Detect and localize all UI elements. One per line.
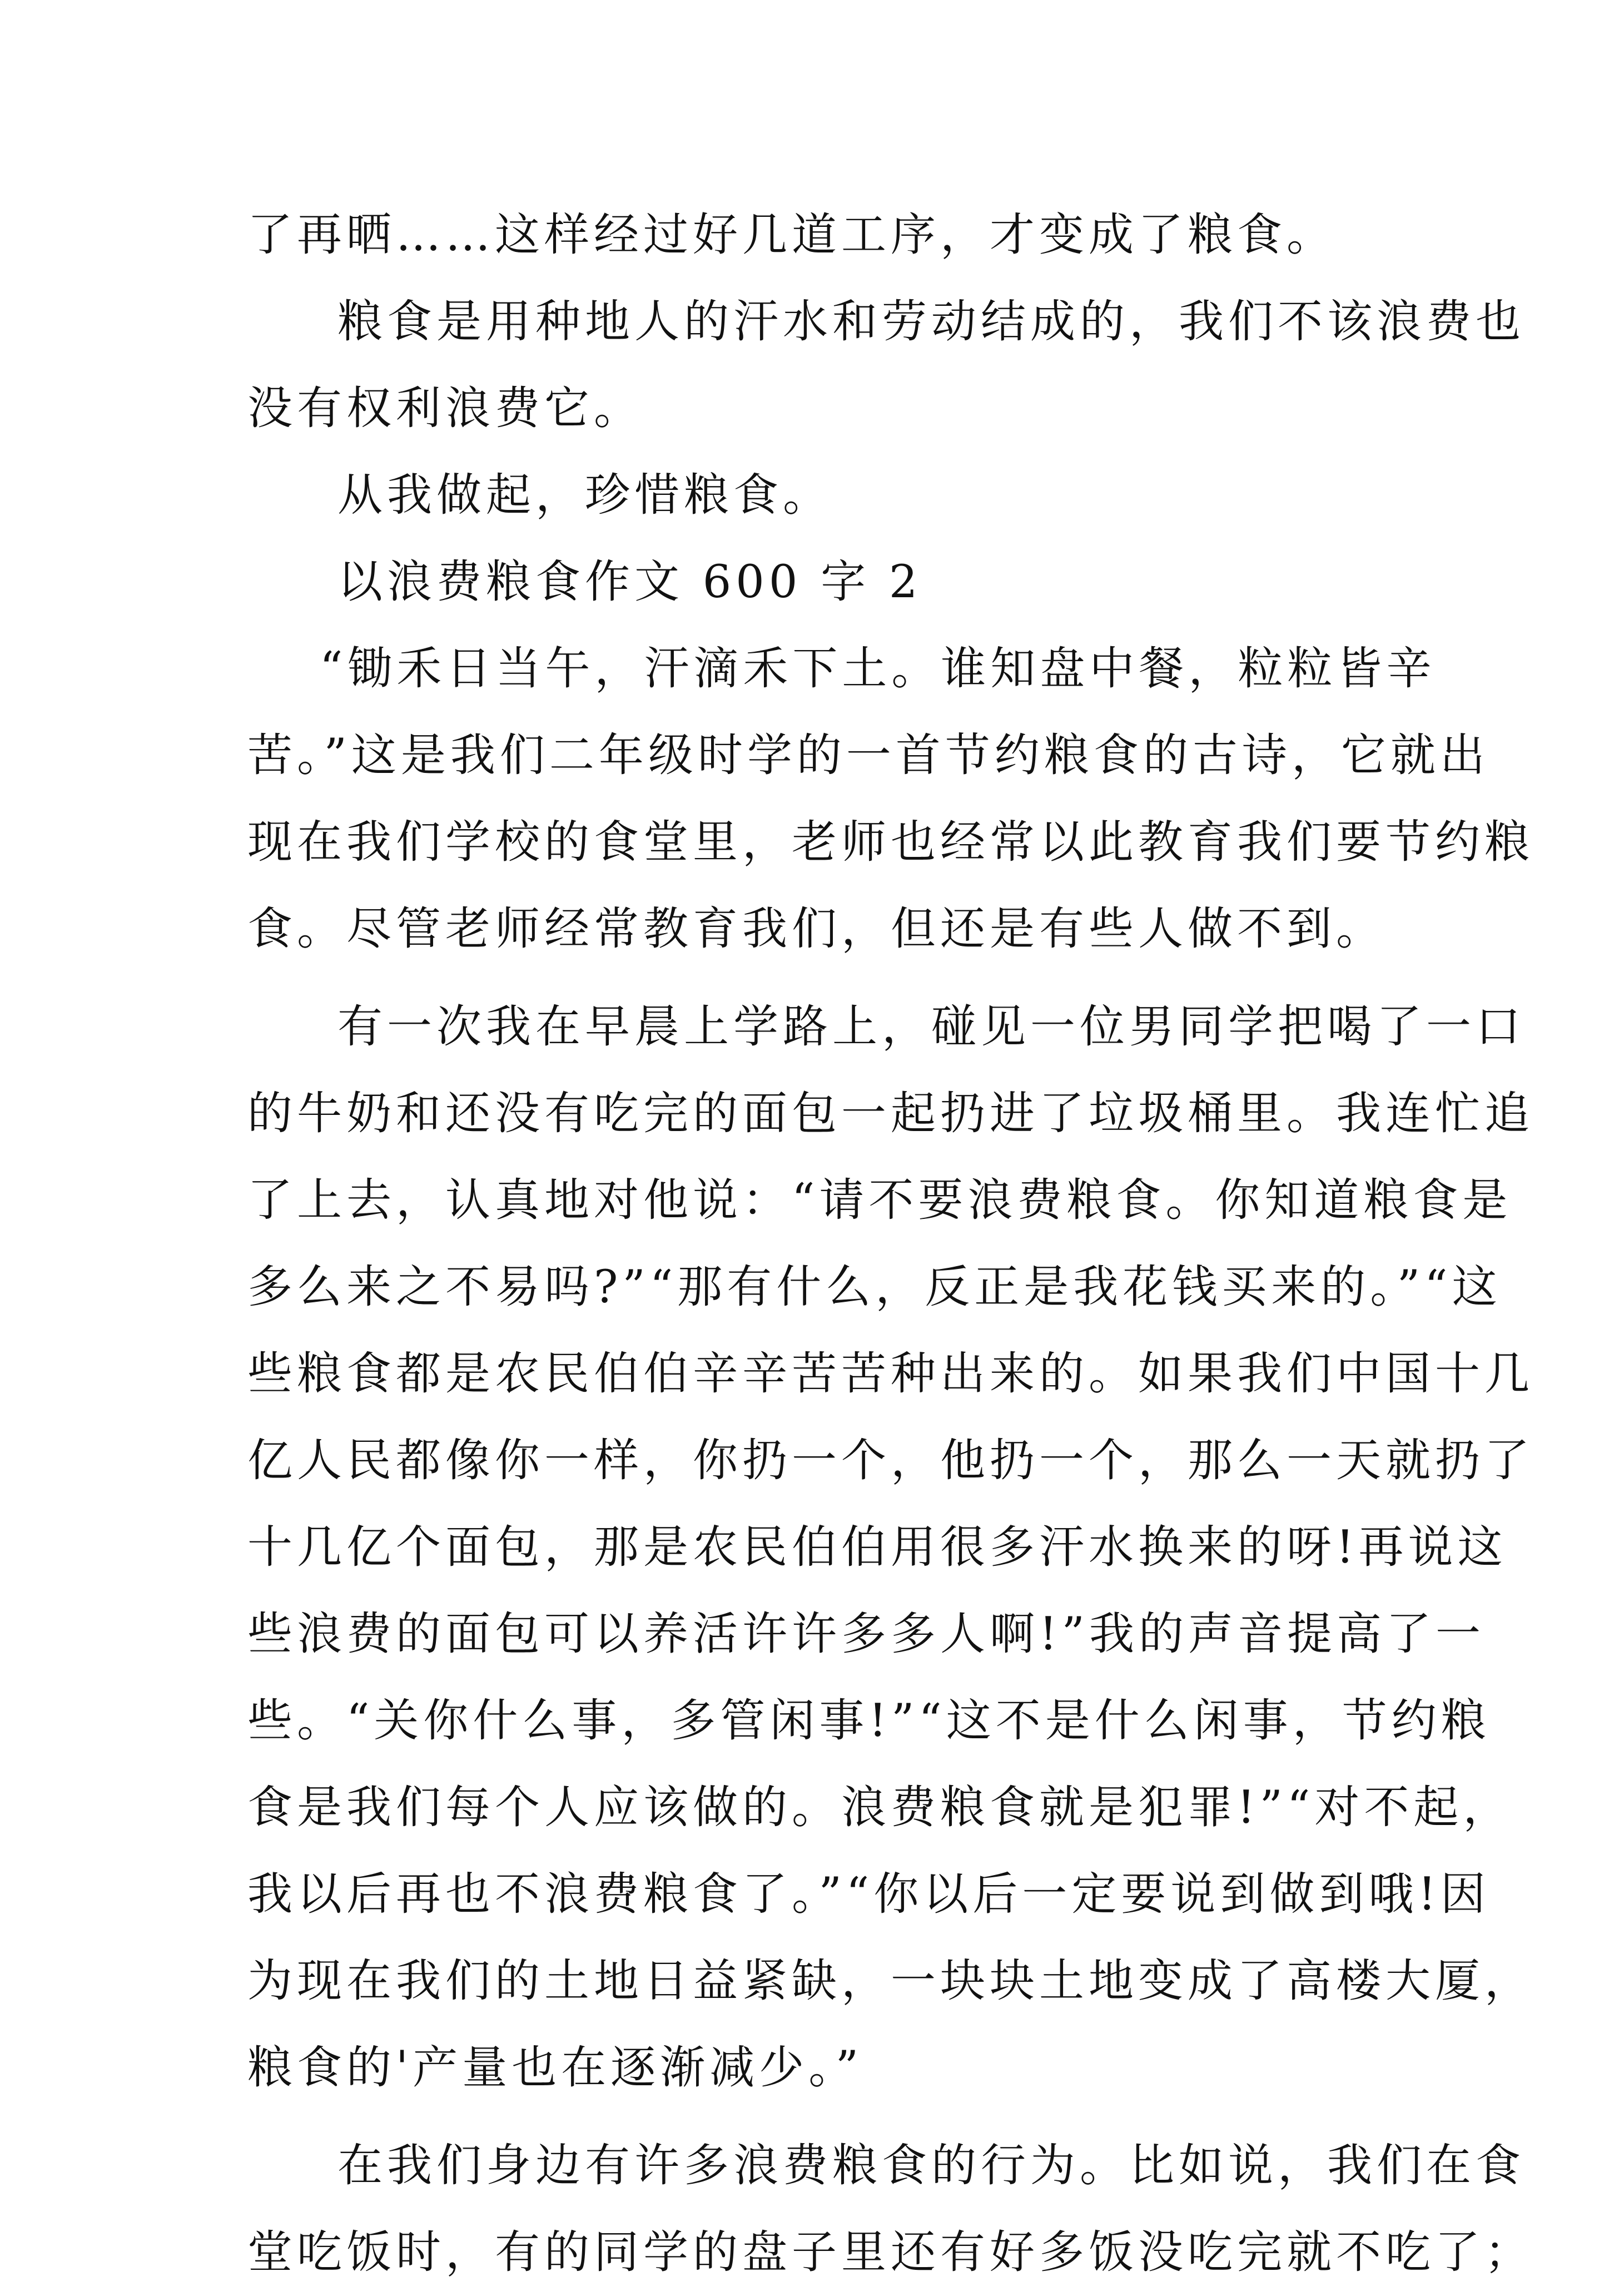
text-line: 没有权利浪费它。 [247, 383, 644, 435]
document-body [247, 192, 1534, 2296]
text-line: 我以后再也不浪费粮食了。”“你以后一定要说到做到哦!因 [247, 1868, 1490, 1921]
paragraph-start-line: “锄禾日当午，汗滴禾下土。谁知盘中餐，粒粒皆辛 [320, 643, 1436, 695]
text-line: 十几亿个面包，那是农民伯伯用很多汗水换来的呀!再说这 [247, 1521, 1507, 1574]
text-line: 苦。”这是我们二年级时学的一首节约粮食的古诗，它就出 [247, 730, 1489, 782]
text-line: 堂吃饭时，有的同学的盘子里还有好多饭没吃完就不吃了； [247, 2226, 1534, 2279]
text-line: 为现在我们的土地日益紧缺，一块块土地变成了高楼大厦， [247, 1955, 1534, 2007]
paragraph-start-line: 在我们身边有许多浪费粮食的行为。比如说，我们在食 [337, 2140, 1526, 2192]
text-line: 的牛奶和还没有吃完的面包一起扔进了垃圾桶里。我连忙追 [247, 1088, 1534, 1140]
text-line: 食是我们每个人应该做的。浪费粮食就是犯罪!”“对不起， [247, 1782, 1513, 1834]
text-line: 些浪费的面包可以养活许许多多人啊!”我的声音提高了一 [247, 1608, 1485, 1660]
text-line: 了再晒……这样经过好几道工序，才变成了粮食。 [247, 209, 1337, 261]
section-heading: 以浪费粮食作文 600 字 2 [337, 556, 922, 608]
text-line: 现在我们学校的食堂里，老师也经常以此教育我们要节约粮 [247, 816, 1534, 869]
paragraph-start-line: 粮食是用种地人的汗水和劳动结成的，我们不该浪费也 [337, 296, 1526, 348]
text-line: 食。尽管老师经常教育我们，但还是有些人做不到。 [247, 903, 1386, 955]
text-line: 亿人民都像你一样，你扔一个，他扔一个，那么一天就扔了 [247, 1435, 1534, 1487]
text-line: 些粮食都是农民伯伯辛辛苦苦种出来的。如果我们中国十几 [247, 1348, 1534, 1400]
text-line: 粮食的'产量也在逐渐减少。” [247, 2042, 863, 2094]
text-line: 多么来之不易吗?”“那有什么，反正是我花钱买来的。”“这 [247, 1261, 1502, 1313]
text-line: 些。“关你什么事，多管闲事!”“这不是什么闲事，节约粮 [247, 1695, 1491, 1747]
paragraph-start-line: 有一次我在早晨上学路上，碰见一位男同学把喝了一口 [337, 1001, 1526, 1053]
paragraph-start-line: 从我做起，珍惜粮食。 [337, 469, 833, 522]
text-line: 了上去，认真地对他说：“请不要浪费粮食。你知道粮食是 [247, 1174, 1512, 1227]
